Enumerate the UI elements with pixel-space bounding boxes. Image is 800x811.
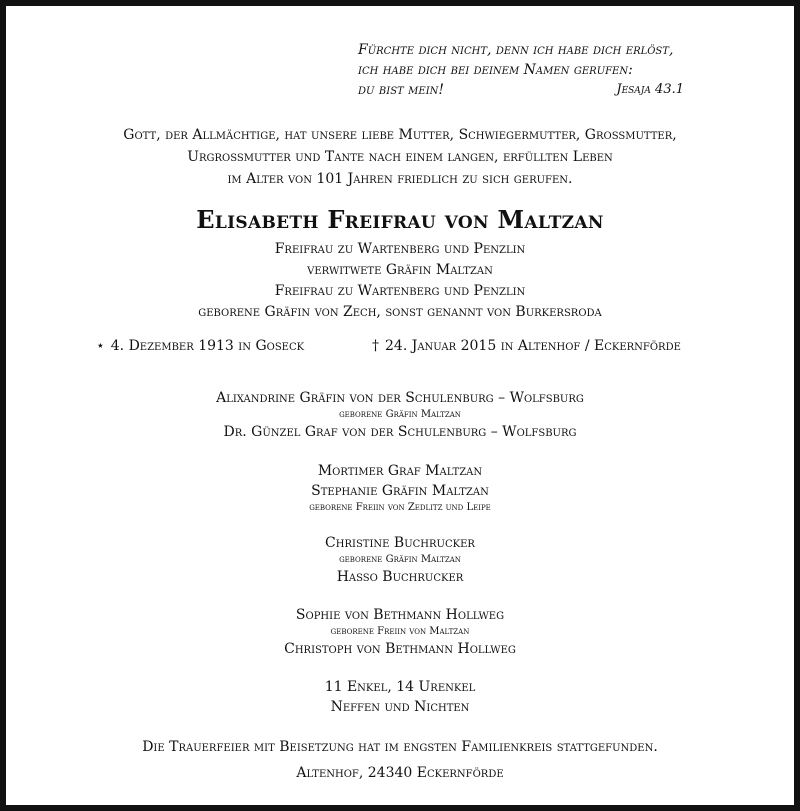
family-member: Mortimer Graf Maltzan xyxy=(317,463,483,479)
intro-line: im Alter von 101 Jahren friedlich zu sich gerufen. xyxy=(227,171,573,187)
verse-line: Fürchte dich nicht, denn ich habe dich erlöst, xyxy=(358,42,674,58)
death-date xyxy=(372,336,681,356)
family-member: Sophie von Bethmann Hollweg xyxy=(295,607,505,623)
family-member: Hasso Buchrucker xyxy=(336,569,464,585)
family-member: Alixandrine Gräfin von der Schulenburg – Wolfsburg xyxy=(216,390,584,406)
family-member: Stephanie Gräfin Maltzan xyxy=(311,483,489,499)
deceased-name: Elisabeth Freifrau von Maltzan xyxy=(196,205,604,234)
family-member: Dr. Günzel Graf von der Schulenburg – Wolfsburg xyxy=(223,424,577,440)
family-group xyxy=(18,605,782,659)
family-member: Christine Buchrucker xyxy=(325,535,475,551)
ceremony-note: Die Trauerfeier mit Beisetzung hat im engsten Familienkreis stattgefunden. xyxy=(142,739,658,755)
cross-icon: † xyxy=(372,338,379,354)
verse-line: ich habe dich bei deinem Namen gerufen: xyxy=(358,62,633,78)
birth-date xyxy=(96,336,304,356)
title-line: Freifrau zu Wartenberg und Penzlin xyxy=(274,241,526,257)
death-text: 24. Januar 2015 in Altenhof / Eckernförde xyxy=(385,338,681,354)
family-group xyxy=(18,388,782,442)
relatives-line: 11 Enkel, 14 Urenkel xyxy=(324,679,476,695)
title-line: verwitwete Gräfin Maltzan xyxy=(307,262,493,278)
family-address: Altenhof, 24340 Eckernförde xyxy=(296,765,504,781)
family-group xyxy=(18,461,782,515)
title-line: geborene Gräfin von Zech, sonst genannt von Burkersroda xyxy=(198,304,602,320)
birth-text: 4. Dezember 1913 in Goseck xyxy=(110,338,305,354)
family-group xyxy=(18,533,782,587)
star-icon: ⋆ xyxy=(96,338,105,354)
family-birth-note: geborene Freiin von Zedlitz und Leipe xyxy=(309,502,491,513)
family-birth-note: geborene Freiin von Maltzan xyxy=(330,626,470,637)
verse-reference: Jesaja 43.1 xyxy=(616,82,684,97)
deceased-titles xyxy=(18,239,782,323)
bible-verse xyxy=(358,40,738,100)
intro-text xyxy=(18,124,782,190)
family-member: Christoph von Bethmann Hollweg xyxy=(284,641,516,657)
intro-line: Urgrossmutter und Tante nach einem langen, erfüllten Leben xyxy=(187,149,613,165)
verse-line: du bist mein! xyxy=(358,82,445,98)
family-birth-note: geborene Gräfin Maltzan xyxy=(339,554,461,565)
family-birth-note: geborene Gräfin Maltzan xyxy=(339,409,461,420)
intro-line: Gott, der Allmächtige, hat unsere liebe Mutter, Schwiegermutter, Grossmutter, xyxy=(123,127,677,143)
relatives-line: Neffen und Nichten xyxy=(330,699,470,715)
title-line: Freifrau zu Wartenberg und Penzlin xyxy=(274,283,526,299)
relatives-group xyxy=(18,677,782,717)
